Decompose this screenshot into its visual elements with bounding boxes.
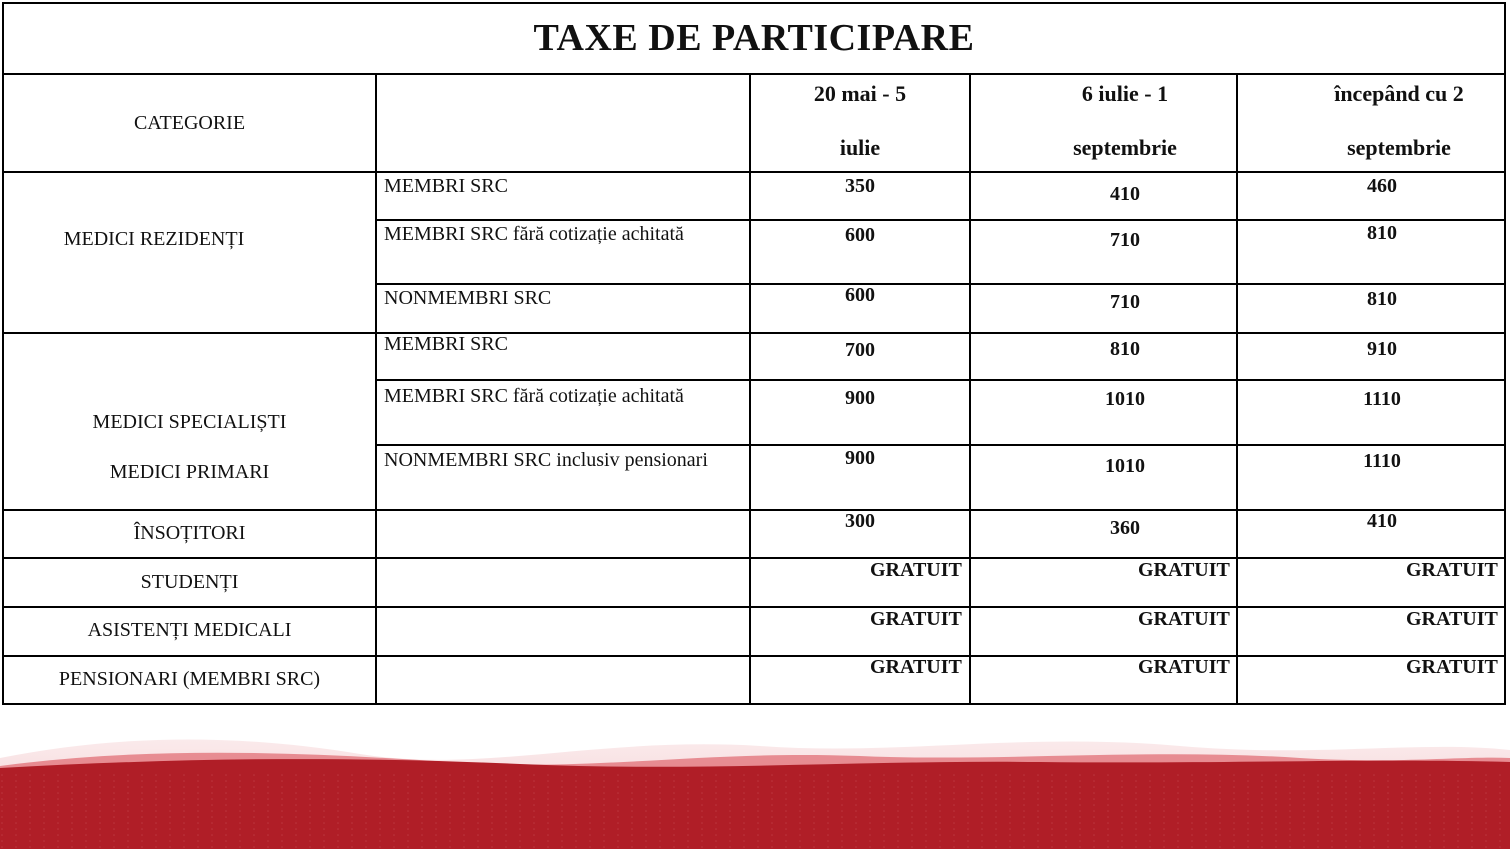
fee-value: GRATUIT [870,656,962,678]
header-period-3 [1264,67,1510,175]
fee-value: 410 [1110,183,1140,205]
fee-value: 700 [845,339,875,361]
header-period-1-line1: 20 mai - 5 [813,81,907,106]
header-period-1-line2: iulie [839,135,881,160]
table-divider [376,379,1506,381]
table-border-top [2,2,1506,4]
fee-value: GRATUIT [870,559,962,581]
table-col-divider [969,73,971,705]
group-medici-specialisti: MEDICI SPECIALIȘTI [92,411,287,433]
table-divider [376,444,1506,446]
row-sub-label: MEMBRI SRC [384,175,508,197]
fee-value: 360 [1110,517,1140,539]
table-divider [2,557,1506,559]
row-sub-label: MEMBRI SRC fără cotizație achitată [384,223,684,245]
group-insotitori: ÎNSOȚITORI [133,522,246,544]
decorative-wave-footer [0,706,1510,849]
fee-value: 460 [1367,175,1397,197]
row-sub-label: NONMEMBRI SRC [384,287,552,309]
header-category: CATEGORIE [133,112,246,134]
header-period-1 [751,67,969,175]
fee-value: GRATUIT [1138,656,1230,678]
fee-value: 710 [1110,229,1140,251]
fee-value: 1010 [1105,388,1145,410]
header-period-2 [992,67,1258,175]
table-divider [376,219,1506,221]
group-medici-primari: MEDICI PRIMARI [109,461,270,483]
fee-value: 600 [845,224,875,246]
fee-value: 900 [845,387,875,409]
fee-value: 810 [1367,288,1397,310]
fee-value: GRATUIT [1138,559,1230,581]
fee-value: GRATUIT [1406,608,1498,630]
page-title: TAXE DE PARTICIPARE [533,17,975,59]
row-sub-label: MEMBRI SRC fără cotizație achitată [384,385,684,407]
header-period-3-line1: începând cu 2 [1334,81,1464,106]
table-col-divider [375,73,377,705]
row-sub-label: MEMBRI SRC [384,333,508,355]
fee-value: 710 [1110,291,1140,313]
table-border-left [2,2,4,705]
fee-value: GRATUIT [1406,559,1498,581]
group-pensionari: PENSIONARI (MEMBRI SRC) [58,668,321,690]
wave-graphic [0,706,1510,849]
table-divider [2,332,1506,334]
fee-value: GRATUIT [870,608,962,630]
group-medici-rezidenti: MEDICI REZIDENȚI [63,228,245,250]
fee-value: 910 [1367,338,1397,360]
fee-value: 1110 [1363,388,1401,410]
fee-value: 900 [845,447,875,469]
header-period-3-line2: septembrie [1347,135,1451,160]
fee-value: 810 [1110,338,1140,360]
fee-value: 600 [845,284,875,306]
table-divider [2,606,1506,608]
fee-value: GRATUIT [1138,608,1230,630]
fee-value: 410 [1367,510,1397,532]
fee-value: 1010 [1105,455,1145,477]
table-border-bottom [2,703,1506,705]
row-sub-label: NONMEMBRI SRC inclusiv pensionari [384,449,708,471]
table-divider [2,655,1506,657]
group-studenti: STUDENȚI [140,571,239,593]
fee-value: 350 [845,175,875,197]
fee-value: 300 [845,510,875,532]
header-period-2-line1: 6 iulie - 1 [1081,81,1169,106]
header-period-2-line2: septembrie [1073,135,1177,160]
fee-value: GRATUIT [1406,656,1498,678]
fee-value: 810 [1367,222,1397,244]
group-asistenti-medicali: ASISTENȚI MEDICALI [87,619,292,641]
fee-value: 1110 [1363,450,1401,472]
